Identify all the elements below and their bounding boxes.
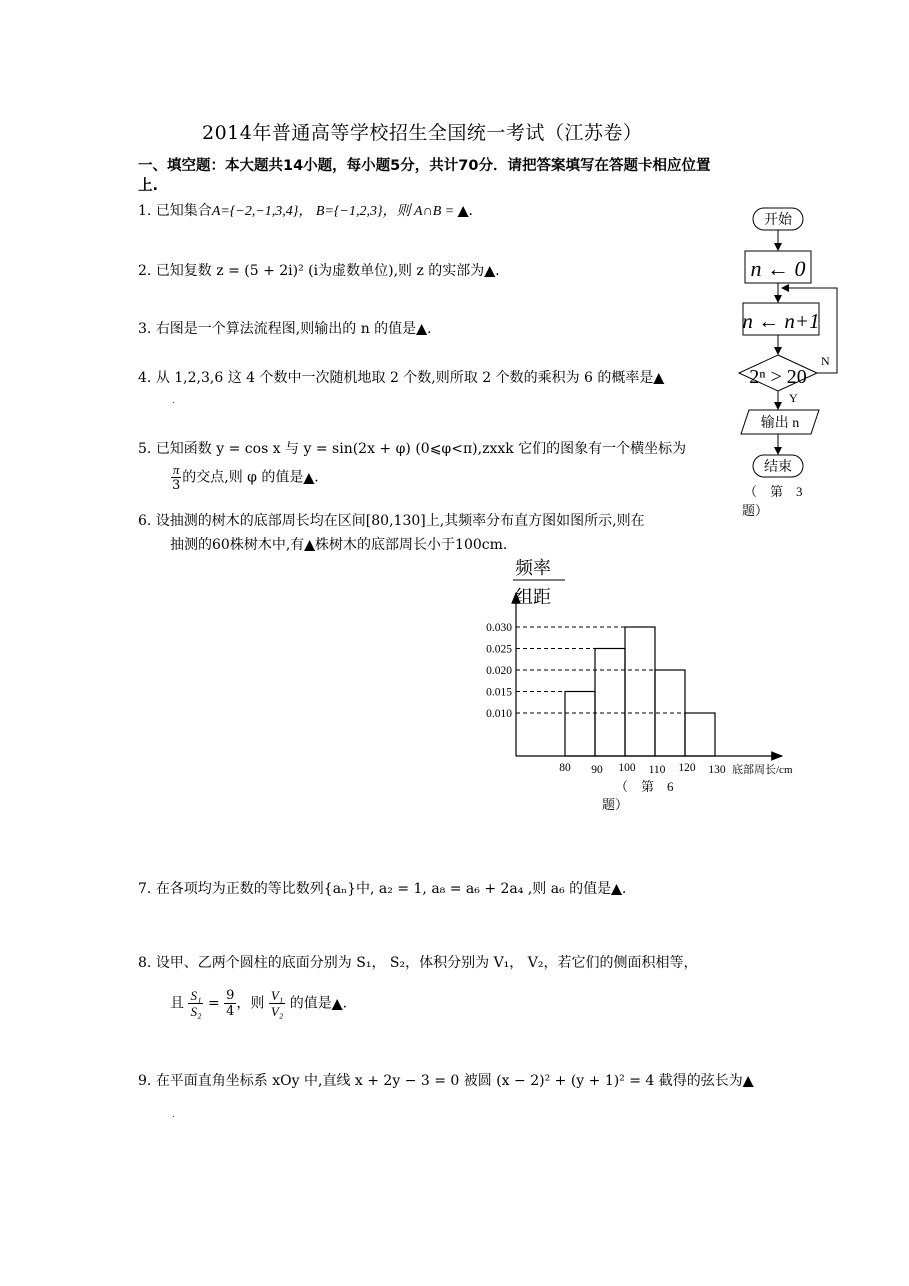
y-tick-label: 0.025 <box>486 643 512 656</box>
question-6: 6. 设抽测的树木的底部周长均在区间[80,130]上,其频率分布直方图如图所示,则在 <box>138 513 645 529</box>
section-line-2: 上. <box>138 178 159 194</box>
answer-blank: ▲ <box>742 1073 754 1089</box>
question-2: 2. 已知复数 z = (5 + 2i)² (i为虚数单位),则 z 的实部为▲. <box>138 263 500 279</box>
histogram-bar <box>685 713 715 756</box>
flowchart-caption-line-2: 题） <box>742 503 769 518</box>
histogram-caption-line-2: 题） <box>602 797 629 812</box>
flow-no-label: N <box>821 354 830 368</box>
x-tick-label: 100 <box>618 762 636 774</box>
flow-init-label: n ← 0 <box>750 256 806 281</box>
histogram-caption-line-1: （ 第 6 <box>615 779 674 794</box>
histogram-bar <box>625 627 655 756</box>
section-line-1: 一、填空题：本大题共14小题，每小题5分，共计70分．请把答案填写在答题卡相应位置 <box>138 158 711 174</box>
question-7: 7. 在各项均为正数的等比数列{aₙ}中, a₂ = 1, a₈ = a₆ + 2a₄ ,则 a₆ 的值是▲. <box>138 881 627 897</box>
y-tick-label: 0.030 <box>486 622 512 634</box>
y-tick-label: 0.020 <box>486 665 512 677</box>
flow-end-label: 结束 <box>764 460 792 475</box>
y-label-numerator: 频率 <box>515 558 551 578</box>
answer-blank: ▲ <box>303 469 315 486</box>
x-tick-label: 130 <box>708 764 726 776</box>
histogram-bar <box>595 649 625 757</box>
question-1: 1. 已知集合A={−2,−1,3,4}， B={−1,2,3}，则 A∩B = ▲. <box>138 203 473 219</box>
question-3: 3. 右图是一个算法流程图,则输出的 n 的值是▲. <box>138 321 432 337</box>
flowchart-caption-line-1: （ 第 3 <box>744 484 803 499</box>
x-axis-label: 底部周长/cm <box>732 764 793 776</box>
answer-blank: ▲ <box>416 321 427 337</box>
answer-blank: ▲ <box>484 263 496 279</box>
answer-blank: ▲ <box>457 203 469 219</box>
y-tick-label: 0.010 <box>486 708 512 720</box>
question-8: 8. 设甲、乙两个圆柱的底面分别为 S₁， S₂，体积分别为 V₁， V₂，若它们的侧面积相等， <box>138 955 698 971</box>
fraction-v1-v2: $\frac{\text{V₁}}{\text{V₂}}$ <box>270 988 284 1019</box>
answer-blank: ▲ <box>331 995 343 1012</box>
y-tick-label: 0.015 <box>486 686 512 699</box>
question-8-line-2: 且 $\frac{\text{S₁}}{\text{S₂}}$ = $\frac{9}{4}$ ，则 $\frac{\text{V₁}}{\text{V₂}}$ 的值是▲. <box>170 988 348 1019</box>
x-tick-label: 110 <box>648 764 666 776</box>
fraction-pi-over-3: $\frac{\pi}{3}$ <box>172 462 181 493</box>
answer-blank: ▲ <box>611 881 622 897</box>
answer-blank: ▲ <box>304 537 316 553</box>
x-tick-label: 80 <box>559 762 571 774</box>
question-5: 5. 已知函数 y = cos x 与 y = sin(2x + φ) (0⩽φ<π),zxxk 它们的图象有一个横坐标为 <box>138 441 687 457</box>
flow-step-label: n ← n+1 <box>742 309 820 333</box>
section-heading <box>138 156 710 196</box>
histogram-bar <box>565 692 595 757</box>
question-5-line-2: $\frac{\pi}{3}$ 的交点,则 φ 的值是▲. <box>172 462 319 493</box>
flow-condition-label: 2ⁿ > 20 <box>749 366 807 388</box>
flow-yes-label: Y <box>789 391 798 405</box>
histogram <box>470 555 830 820</box>
x-tick-label: 90 <box>591 764 603 776</box>
fraction-s1-s2: $\frac{\text{S₁}}{\text{S₂}}$ <box>190 988 202 1019</box>
question-9: 9. 在平面直角坐标系 xOy 中,直线 x + 2y − 3 = 0 被圆 (x − 2)² + (y + 1)² = 4 截得的弦长为▲ <box>138 1073 754 1089</box>
fraction-9-4: $\frac{9}{4}$ <box>226 988 235 1019</box>
question-9-period: . <box>172 1110 175 1119</box>
question-4-period: . <box>172 396 175 405</box>
flow-output-label: 输出 n <box>760 416 800 431</box>
page-title: 2014年普通高等学校招生全国统一考试（江苏卷） <box>202 122 643 144</box>
x-tick-label: 120 <box>678 762 696 774</box>
question-4: 4. 从 1,2,3,6 这 4 个数中一次随机地取 2 个数,则所取 2 个数的乘积为 6 的概率是▲ <box>138 370 665 386</box>
answer-blank: ▲ <box>653 370 665 386</box>
question-6-line-2: 抽测的60株树木中,有▲株树木的底部周长小于100cm. <box>170 537 508 553</box>
y-label-denominator: 组距 <box>515 587 551 607</box>
flowchart <box>732 200 842 530</box>
flow-start-label: 开始 <box>764 213 792 228</box>
